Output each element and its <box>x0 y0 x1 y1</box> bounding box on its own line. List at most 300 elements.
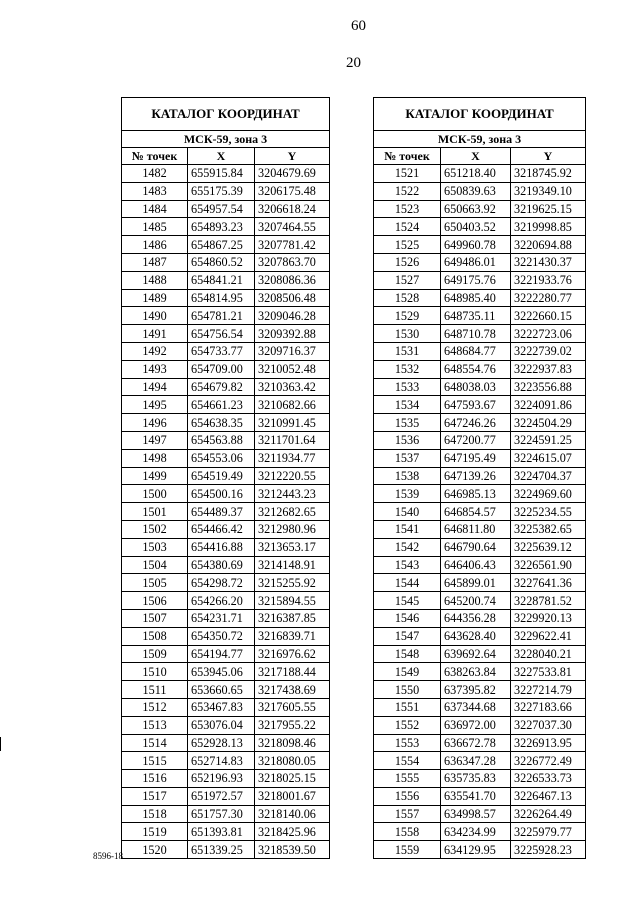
y-coordinate: 3219998.85 <box>511 218 586 236</box>
point-number: 1524 <box>374 218 441 236</box>
point-number: 1503 <box>122 538 188 556</box>
point-number: 1516 <box>122 770 188 788</box>
table-row <box>122 449 330 467</box>
x-coordinate: 654860.52 <box>188 253 255 271</box>
y-coordinate: 3217955.22 <box>255 716 330 734</box>
x-coordinate: 654679.82 <box>188 378 255 396</box>
point-number: 1544 <box>374 574 441 592</box>
point-number: 1490 <box>122 307 188 325</box>
x-coordinate: 652714.83 <box>188 752 255 770</box>
x-coordinate: 649486.01 <box>441 253 511 271</box>
point-number: 1488 <box>122 271 188 289</box>
point-number: 1499 <box>122 467 188 485</box>
x-coordinate: 653660.65 <box>188 681 255 699</box>
y-coordinate: 3229622.41 <box>511 627 586 645</box>
point-number: 1492 <box>122 342 188 360</box>
point-number: 1533 <box>374 378 441 396</box>
y-coordinate: 3217188.44 <box>255 663 330 681</box>
x-coordinate: 653467.83 <box>188 698 255 716</box>
y-coordinate: 3210363.42 <box>255 378 330 396</box>
point-number: 1529 <box>374 307 441 325</box>
x-coordinate: 648735.11 <box>441 307 511 325</box>
point-number: 1498 <box>122 449 188 467</box>
table-row <box>374 645 586 663</box>
point-number: 1545 <box>374 592 441 610</box>
y-coordinate: 3207464.55 <box>255 218 330 236</box>
point-number: 1558 <box>374 823 441 841</box>
y-coordinate: 3221430.37 <box>511 253 586 271</box>
x-coordinate: 648710.78 <box>441 325 511 343</box>
column-header-y: Y <box>511 148 586 165</box>
table-row <box>122 716 330 734</box>
coordinate-catalog-right <box>373 97 586 859</box>
table-row <box>374 449 586 467</box>
x-coordinate: 654466.42 <box>188 520 255 538</box>
table-row <box>122 538 330 556</box>
x-coordinate: 654416.88 <box>188 538 255 556</box>
table-row <box>374 414 586 432</box>
table-row <box>122 431 330 449</box>
x-coordinate: 647246.26 <box>441 414 511 432</box>
y-coordinate: 3226561.90 <box>511 556 586 574</box>
x-coordinate: 652928.13 <box>188 734 255 752</box>
y-coordinate: 3229920.13 <box>511 609 586 627</box>
x-coordinate: 646985.13 <box>441 485 511 503</box>
point-number: 1494 <box>122 378 188 396</box>
point-number: 1523 <box>374 200 441 218</box>
table-row <box>122 627 330 645</box>
point-number: 1554 <box>374 752 441 770</box>
point-number: 1509 <box>122 645 188 663</box>
x-coordinate: 647200.77 <box>441 431 511 449</box>
table-row <box>374 592 586 610</box>
table-row <box>122 360 330 378</box>
y-coordinate: 3222660.15 <box>511 307 586 325</box>
y-coordinate: 3210052.48 <box>255 360 330 378</box>
table-row <box>122 645 330 663</box>
y-coordinate: 3224091.86 <box>511 396 586 414</box>
page-number: 60 <box>351 18 366 34</box>
point-number: 1510 <box>122 663 188 681</box>
y-coordinate: 3222723.06 <box>511 325 586 343</box>
x-coordinate: 655915.84 <box>188 165 255 183</box>
table-row <box>122 325 330 343</box>
table-row <box>374 485 586 503</box>
x-coordinate: 654814.95 <box>188 289 255 307</box>
point-number: 1525 <box>374 236 441 254</box>
x-coordinate: 646854.57 <box>441 503 511 521</box>
x-coordinate: 651218.40 <box>441 165 511 183</box>
y-coordinate: 3209046.28 <box>255 307 330 325</box>
y-coordinate: 3222280.77 <box>511 289 586 307</box>
y-coordinate: 3225234.55 <box>511 503 586 521</box>
table-row <box>122 663 330 681</box>
x-coordinate: 648038.03 <box>441 378 511 396</box>
point-number: 1517 <box>122 787 188 805</box>
point-number: 1515 <box>122 752 188 770</box>
x-coordinate: 646811.80 <box>441 520 511 538</box>
point-number: 1546 <box>374 609 441 627</box>
table-row <box>122 520 330 538</box>
table-row <box>122 734 330 752</box>
point-number: 1542 <box>374 538 441 556</box>
table-row <box>374 770 586 788</box>
table-row <box>122 574 330 592</box>
point-number: 1537 <box>374 449 441 467</box>
x-coordinate: 650403.52 <box>441 218 511 236</box>
point-number: 1556 <box>374 787 441 805</box>
y-coordinate: 3212980.96 <box>255 520 330 538</box>
y-coordinate: 3227037.30 <box>511 716 586 734</box>
y-coordinate: 3227641.36 <box>511 574 586 592</box>
x-coordinate: 654661.23 <box>188 396 255 414</box>
y-coordinate: 3226913.95 <box>511 734 586 752</box>
x-coordinate: 653945.06 <box>188 663 255 681</box>
table-row <box>122 218 330 236</box>
point-number: 1504 <box>122 556 188 574</box>
y-coordinate: 3219625.15 <box>511 200 586 218</box>
y-coordinate: 3228781.52 <box>511 592 586 610</box>
x-coordinate: 639692.64 <box>441 645 511 663</box>
table-row <box>374 734 586 752</box>
y-coordinate: 3226772.49 <box>511 752 586 770</box>
table-row <box>374 325 586 343</box>
y-coordinate: 3227214.79 <box>511 681 586 699</box>
y-coordinate: 3218025.15 <box>255 770 330 788</box>
point-number: 1532 <box>374 360 441 378</box>
x-coordinate: 637395.82 <box>441 681 511 699</box>
table-row <box>122 698 330 716</box>
table-row <box>122 378 330 396</box>
x-coordinate: 654489.37 <box>188 503 255 521</box>
x-coordinate: 654350.72 <box>188 627 255 645</box>
x-coordinate: 652196.93 <box>188 770 255 788</box>
document-code: 8596-18 <box>93 851 123 861</box>
x-coordinate: 648684.77 <box>441 342 511 360</box>
y-coordinate: 3207863.70 <box>255 253 330 271</box>
x-coordinate: 653076.04 <box>188 716 255 734</box>
y-coordinate: 3225639.12 <box>511 538 586 556</box>
x-coordinate: 650663.92 <box>441 200 511 218</box>
x-coordinate: 635541.70 <box>441 787 511 805</box>
catalog-body <box>122 165 330 859</box>
table-row <box>122 467 330 485</box>
table-row <box>374 360 586 378</box>
point-number: 1550 <box>374 681 441 699</box>
y-coordinate: 3210682.66 <box>255 396 330 414</box>
table-row <box>374 841 586 859</box>
catalog-zone: МСК-59, зона 3 <box>374 131 586 148</box>
y-coordinate: 3224704.37 <box>511 467 586 485</box>
x-coordinate: 637344.68 <box>441 698 511 716</box>
table-row <box>122 787 330 805</box>
catalog-body <box>374 165 586 859</box>
table-row <box>122 823 330 841</box>
point-number: 1513 <box>122 716 188 734</box>
table-row <box>374 681 586 699</box>
x-coordinate: 636972.00 <box>441 716 511 734</box>
point-number: 1506 <box>122 592 188 610</box>
y-coordinate: 3218080.05 <box>255 752 330 770</box>
table-row <box>122 805 330 823</box>
y-coordinate: 3208506.48 <box>255 289 330 307</box>
point-number: 1519 <box>122 823 188 841</box>
x-coordinate: 651339.25 <box>188 841 255 859</box>
table-row <box>374 236 586 254</box>
table-row <box>374 396 586 414</box>
y-coordinate: 3222739.02 <box>511 342 586 360</box>
x-coordinate: 643628.40 <box>441 627 511 645</box>
x-coordinate: 644356.28 <box>441 609 511 627</box>
x-coordinate: 654553.06 <box>188 449 255 467</box>
table-row <box>122 236 330 254</box>
y-coordinate: 3218098.46 <box>255 734 330 752</box>
table-row <box>122 165 330 183</box>
table-row <box>122 182 330 200</box>
point-number: 1487 <box>122 253 188 271</box>
y-coordinate: 3223556.88 <box>511 378 586 396</box>
point-number: 1548 <box>374 645 441 663</box>
table-row <box>122 342 330 360</box>
point-number: 1497 <box>122 431 188 449</box>
table-row <box>374 503 586 521</box>
point-number: 1547 <box>374 627 441 645</box>
point-number: 1526 <box>374 253 441 271</box>
point-number: 1541 <box>374 520 441 538</box>
table-row <box>374 431 586 449</box>
y-coordinate: 3218140.06 <box>255 805 330 823</box>
table-row <box>122 752 330 770</box>
table-row <box>374 165 586 183</box>
y-coordinate: 3216976.62 <box>255 645 330 663</box>
table-row <box>122 592 330 610</box>
point-number: 1522 <box>374 182 441 200</box>
table-row <box>122 681 330 699</box>
margin-mark <box>0 737 1 751</box>
y-coordinate: 3220694.88 <box>511 236 586 254</box>
x-coordinate: 647593.67 <box>441 396 511 414</box>
y-coordinate: 3225979.77 <box>511 823 586 841</box>
x-coordinate: 654841.21 <box>188 271 255 289</box>
y-coordinate: 3218001.67 <box>255 787 330 805</box>
y-coordinate: 3212443.23 <box>255 485 330 503</box>
table-row <box>374 823 586 841</box>
table-row <box>122 609 330 627</box>
point-number: 1491 <box>122 325 188 343</box>
y-coordinate: 3214148.91 <box>255 556 330 574</box>
y-coordinate: 3208086.36 <box>255 271 330 289</box>
column-header-point: № точек <box>374 148 441 165</box>
x-coordinate: 634998.57 <box>441 805 511 823</box>
point-number: 1528 <box>374 289 441 307</box>
point-number: 1500 <box>122 485 188 503</box>
table-row <box>374 538 586 556</box>
y-coordinate: 3215255.92 <box>255 574 330 592</box>
point-number: 1527 <box>374 271 441 289</box>
point-number: 1484 <box>122 200 188 218</box>
table-row <box>374 663 586 681</box>
y-coordinate: 3204679.69 <box>255 165 330 183</box>
x-coordinate: 647195.49 <box>441 449 511 467</box>
table-row <box>374 805 586 823</box>
x-coordinate: 650839.63 <box>441 182 511 200</box>
column-header-x: X <box>441 148 511 165</box>
x-coordinate: 649960.78 <box>441 236 511 254</box>
y-coordinate: 3210991.45 <box>255 414 330 432</box>
y-coordinate: 3218745.92 <box>511 165 586 183</box>
point-number: 1502 <box>122 520 188 538</box>
point-number: 1543 <box>374 556 441 574</box>
table-row <box>374 218 586 236</box>
y-coordinate: 3207781.42 <box>255 236 330 254</box>
point-number: 1538 <box>374 467 441 485</box>
y-coordinate: 3227183.66 <box>511 698 586 716</box>
y-coordinate: 3221933.76 <box>511 271 586 289</box>
y-coordinate: 3216839.71 <box>255 627 330 645</box>
x-coordinate: 648554.76 <box>441 360 511 378</box>
table-row <box>122 253 330 271</box>
y-coordinate: 3213653.17 <box>255 538 330 556</box>
x-coordinate: 636347.28 <box>441 752 511 770</box>
table-row <box>374 627 586 645</box>
point-number: 1520 <box>122 841 188 859</box>
point-number: 1507 <box>122 609 188 627</box>
y-coordinate: 3206175.48 <box>255 182 330 200</box>
x-coordinate: 654756.54 <box>188 325 255 343</box>
y-coordinate: 3222937.83 <box>511 360 586 378</box>
table-row <box>374 467 586 485</box>
x-coordinate: 654563.88 <box>188 431 255 449</box>
table-row <box>374 271 586 289</box>
coordinate-catalog-left <box>121 97 330 859</box>
point-number: 1551 <box>374 698 441 716</box>
x-coordinate: 649175.76 <box>441 271 511 289</box>
table-row <box>374 520 586 538</box>
x-coordinate: 647139.26 <box>441 467 511 485</box>
y-coordinate: 3224591.25 <box>511 431 586 449</box>
y-coordinate: 3226467.13 <box>511 787 586 805</box>
x-coordinate: 635735.83 <box>441 770 511 788</box>
y-coordinate: 3218425.96 <box>255 823 330 841</box>
x-coordinate: 654380.69 <box>188 556 255 574</box>
x-coordinate: 654519.49 <box>188 467 255 485</box>
x-coordinate: 634129.95 <box>441 841 511 859</box>
x-coordinate: 654231.71 <box>188 609 255 627</box>
x-coordinate: 654957.54 <box>188 200 255 218</box>
x-coordinate: 645899.01 <box>441 574 511 592</box>
point-number: 1557 <box>374 805 441 823</box>
table-row <box>374 200 586 218</box>
x-coordinate: 646406.43 <box>441 556 511 574</box>
point-number: 1531 <box>374 342 441 360</box>
y-coordinate: 3225928.23 <box>511 841 586 859</box>
sheet-number: 20 <box>346 55 361 71</box>
x-coordinate: 651393.81 <box>188 823 255 841</box>
y-coordinate: 3217438.69 <box>255 681 330 699</box>
y-coordinate: 3224615.07 <box>511 449 586 467</box>
y-coordinate: 3226264.49 <box>511 805 586 823</box>
y-coordinate: 3226533.73 <box>511 770 586 788</box>
y-coordinate: 3211934.77 <box>255 449 330 467</box>
table-row <box>122 414 330 432</box>
point-number: 1493 <box>122 360 188 378</box>
point-number: 1511 <box>122 681 188 699</box>
point-number: 1501 <box>122 503 188 521</box>
x-coordinate: 654733.77 <box>188 342 255 360</box>
table-row <box>122 271 330 289</box>
table-row <box>122 841 330 859</box>
table-row <box>374 289 586 307</box>
column-header-point: № точек <box>122 148 188 165</box>
y-coordinate: 3228040.21 <box>511 645 586 663</box>
table-row <box>122 556 330 574</box>
y-coordinate: 3215894.55 <box>255 592 330 610</box>
x-coordinate: 654709.00 <box>188 360 255 378</box>
point-number: 1555 <box>374 770 441 788</box>
x-coordinate: 654893.23 <box>188 218 255 236</box>
y-coordinate: 3227533.81 <box>511 663 586 681</box>
y-coordinate: 3225382.65 <box>511 520 586 538</box>
x-coordinate: 654298.72 <box>188 574 255 592</box>
y-coordinate: 3211701.64 <box>255 431 330 449</box>
catalog-title: КАТАЛОГ КООРДИНАТ <box>374 98 586 131</box>
table-row <box>122 485 330 503</box>
x-coordinate: 645200.74 <box>441 592 511 610</box>
y-coordinate: 3219349.10 <box>511 182 586 200</box>
point-number: 1559 <box>374 841 441 859</box>
point-number: 1518 <box>122 805 188 823</box>
table-row <box>374 556 586 574</box>
table-row <box>374 752 586 770</box>
table-row <box>374 698 586 716</box>
point-number: 1496 <box>122 414 188 432</box>
table-row <box>122 503 330 521</box>
point-number: 1495 <box>122 396 188 414</box>
point-number: 1530 <box>374 325 441 343</box>
table-row <box>122 770 330 788</box>
x-coordinate: 654638.35 <box>188 414 255 432</box>
point-number: 1534 <box>374 396 441 414</box>
column-header-y: Y <box>255 148 330 165</box>
table-row <box>374 182 586 200</box>
point-number: 1482 <box>122 165 188 183</box>
catalog-zone: МСК-59, зона 3 <box>122 131 330 148</box>
column-header-x: X <box>188 148 255 165</box>
x-coordinate: 651757.30 <box>188 805 255 823</box>
table-row <box>122 307 330 325</box>
point-number: 1514 <box>122 734 188 752</box>
table-row <box>374 716 586 734</box>
y-coordinate: 3206618.24 <box>255 200 330 218</box>
table-row <box>374 307 586 325</box>
y-coordinate: 3216387.85 <box>255 609 330 627</box>
y-coordinate: 3224969.60 <box>511 485 586 503</box>
table-row <box>374 378 586 396</box>
table-row <box>374 253 586 271</box>
x-coordinate: 654194.77 <box>188 645 255 663</box>
x-coordinate: 654781.21 <box>188 307 255 325</box>
y-coordinate: 3217605.55 <box>255 698 330 716</box>
point-number: 1505 <box>122 574 188 592</box>
point-number: 1508 <box>122 627 188 645</box>
x-coordinate: 654266.20 <box>188 592 255 610</box>
table-row <box>374 342 586 360</box>
x-coordinate: 654867.25 <box>188 236 255 254</box>
y-coordinate: 3224504.29 <box>511 414 586 432</box>
x-coordinate: 648985.40 <box>441 289 511 307</box>
table-row <box>374 574 586 592</box>
y-coordinate: 3209392.88 <box>255 325 330 343</box>
